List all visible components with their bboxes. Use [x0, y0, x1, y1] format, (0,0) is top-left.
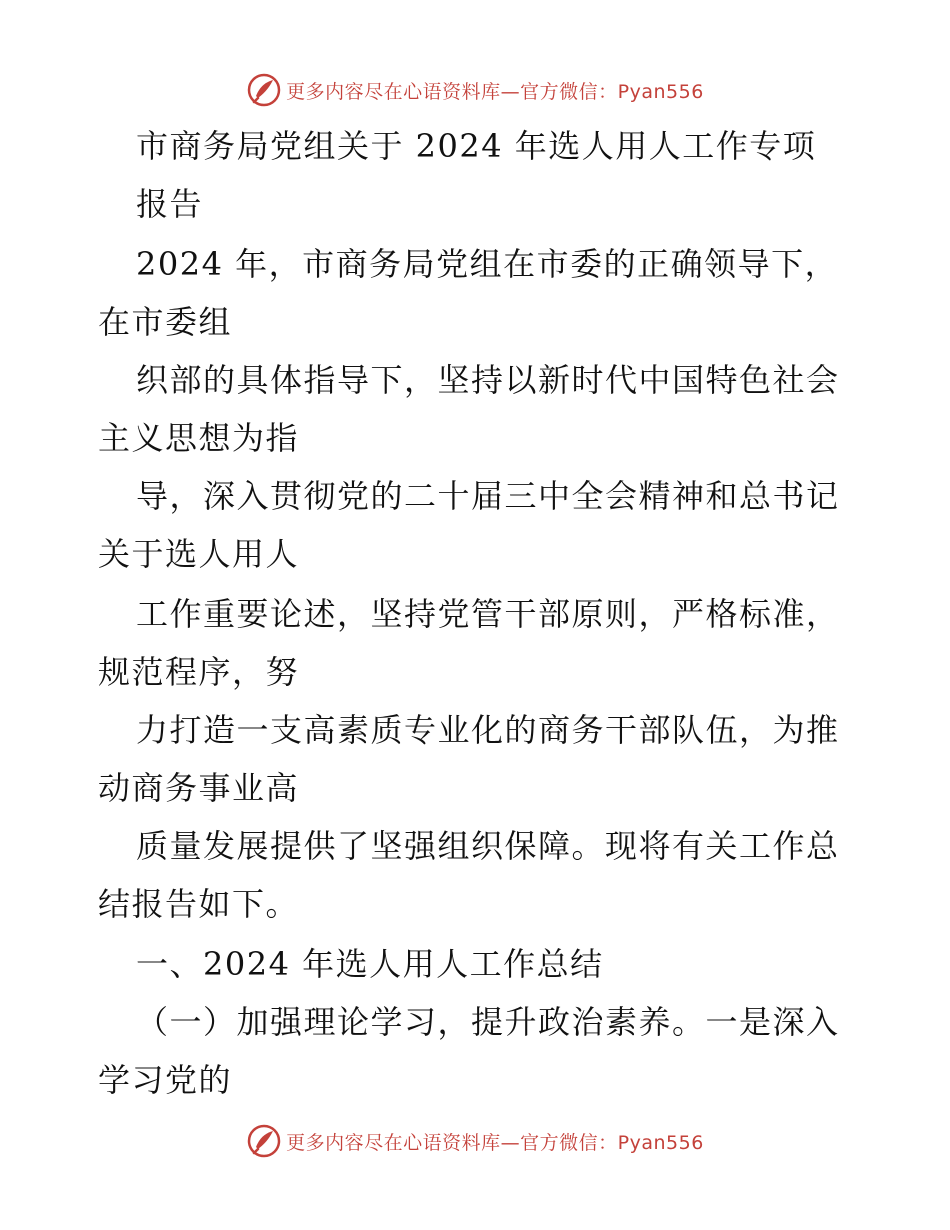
body-line: 工作重要论述，坚持党管干部原则，严格标准，: [136, 595, 840, 633]
body-line: 2024 年，市商务局党组在市委的正确领导下，: [136, 245, 839, 283]
body-line: 规范程序，努: [98, 653, 300, 691]
document-title-line-1: 市商务局党组关于 2024 年选人用人工作专项: [136, 127, 817, 165]
body-line: 力打造一支高素质专业化的商务干部队伍，为推: [136, 711, 840, 749]
watermark-text: 更多内容尽在心语资料库—官方微信：Pyan556: [286, 1131, 704, 1154]
watermark-logo-icon: [246, 1123, 282, 1159]
body-line: 质量发展提供了坚强组织保障。现将有关工作总: [136, 827, 840, 865]
subsection-line: （一）加强理论学习，提升政治素养。一是深入: [136, 1003, 840, 1041]
body-line: 主义思想为指: [98, 419, 300, 457]
body-line: 学习党的: [98, 1061, 233, 1099]
body-line: 在市委组: [98, 303, 233, 341]
watermark-bottom: [0, 1121, 950, 1161]
body-line: 结报告如下。: [98, 885, 300, 923]
body-line: 动商务事业高: [98, 769, 300, 807]
watermark-logo-icon: [246, 72, 282, 108]
document-title-line-2: 报告: [136, 185, 204, 223]
body-line: 关于选人用人: [98, 535, 300, 573]
watermark-text: 更多内容尽在心语资料库—官方微信：Pyan556: [286, 80, 704, 103]
body-line: 织部的具体指导下，坚持以新时代中国特色社会: [136, 361, 840, 399]
body-line: 导，深入贯彻党的二十届三中全会精神和总书记: [136, 477, 840, 515]
section-heading: 一、2024 年选人用人工作总结: [136, 945, 604, 983]
watermark-top: [0, 70, 950, 110]
